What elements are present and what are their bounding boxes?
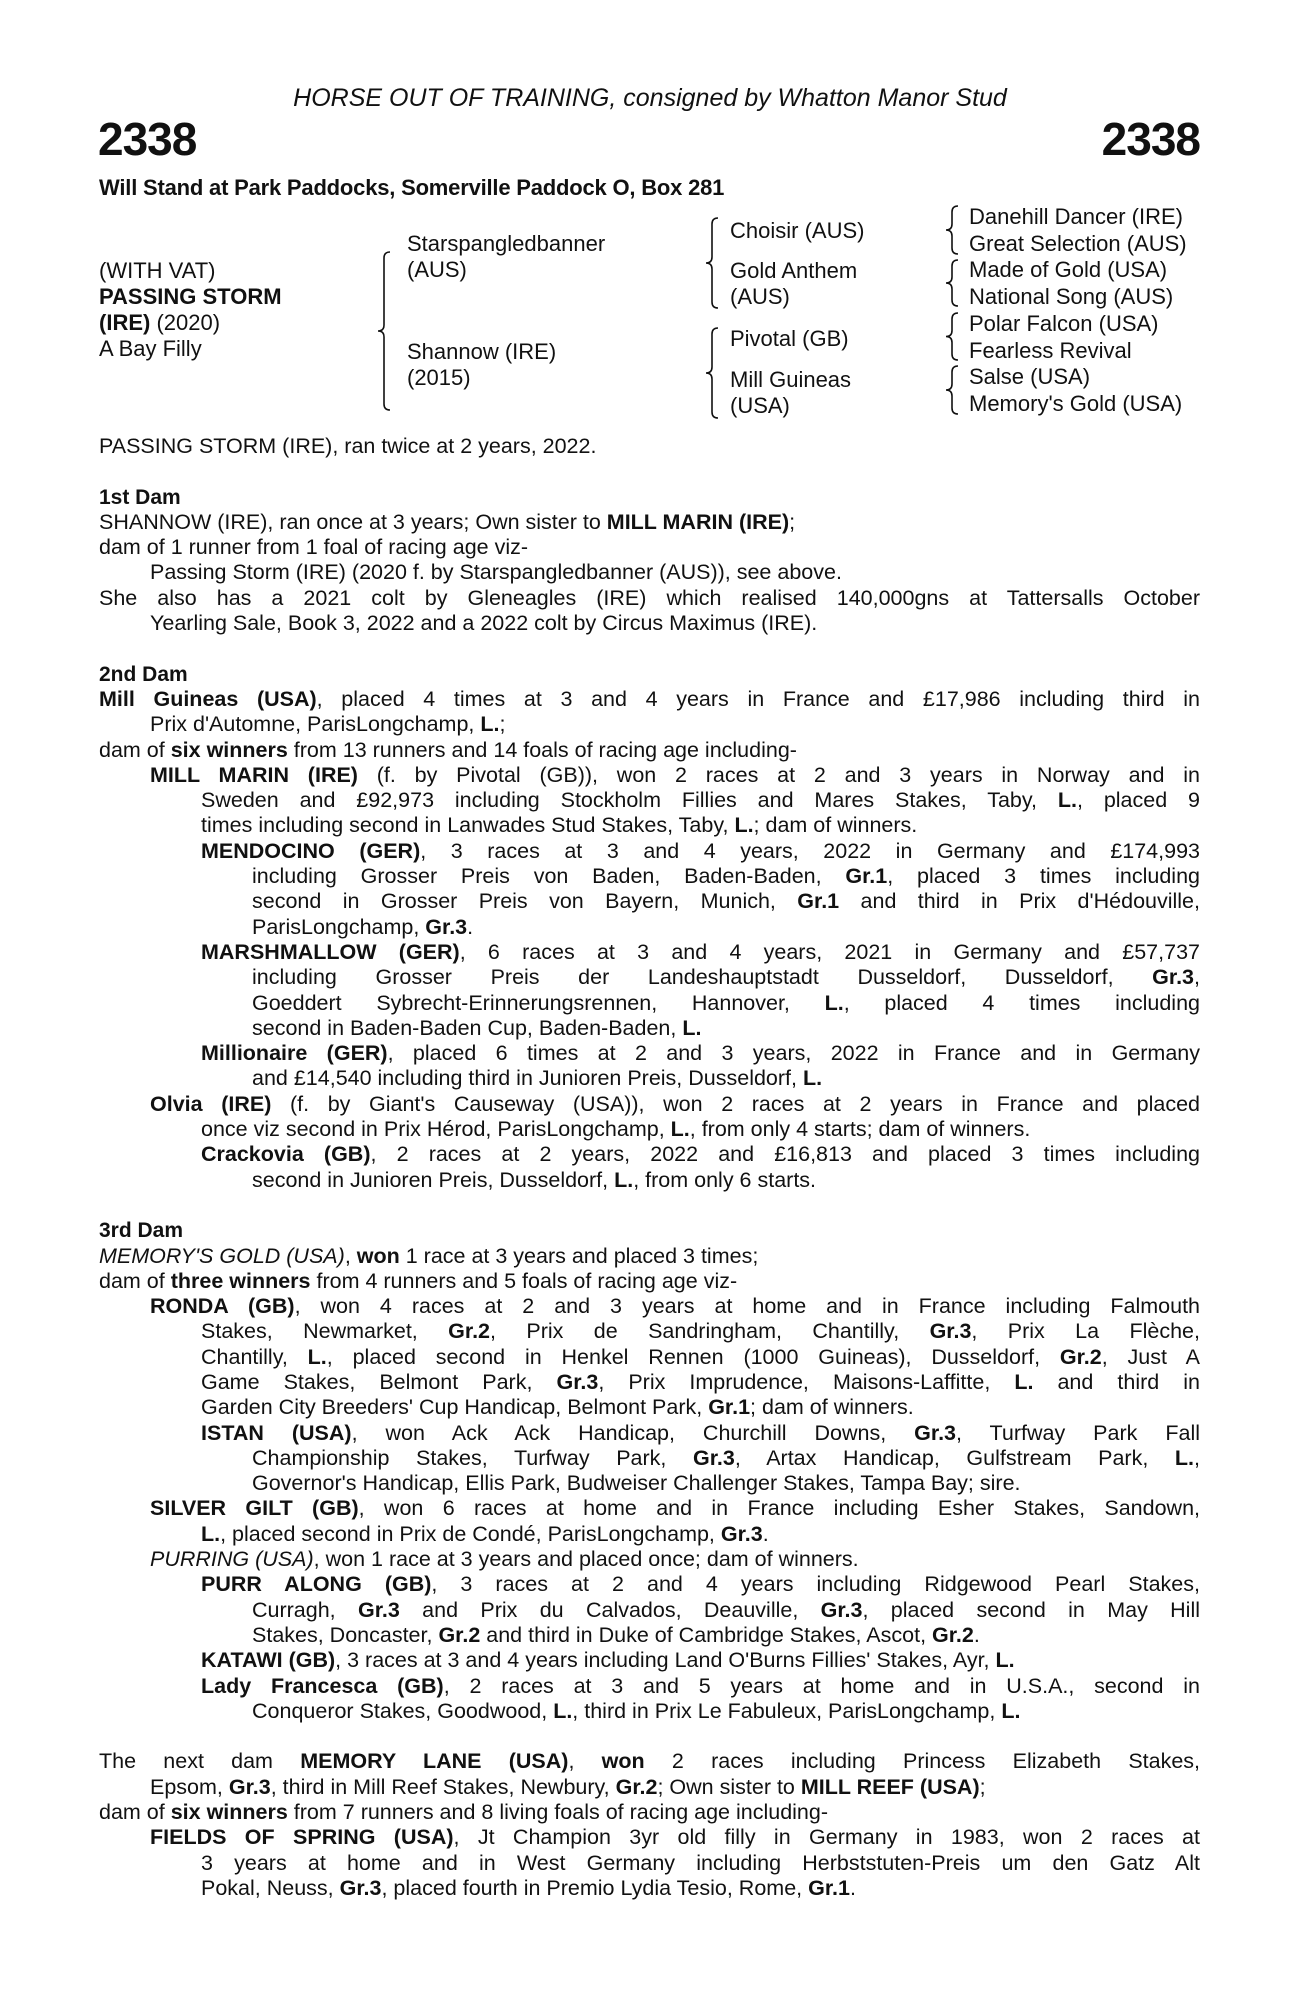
bold-text: six winners (170, 737, 288, 762)
bold-text: Crackovia (GB) (201, 1142, 371, 1167)
text: , placed 4 times at 3 and 4 years in France and £17,986 including third in (316, 686, 1200, 711)
text: , Just A (1101, 1344, 1200, 1369)
bold-text: Gr.1 (708, 1395, 751, 1420)
bold-text: L. (734, 813, 754, 838)
text: , third in Mill Reef Stakes, Newbury, (270, 1774, 616, 1799)
text: Prix d'Automne, ParisLongchamp, (150, 712, 481, 737)
record-paragraph (99, 586, 1200, 637)
text: and third in Duke of Cambridge Stakes, Ascot, (480, 1622, 933, 1647)
record-line (252, 864, 1200, 889)
record-paragraph (99, 1142, 1200, 1193)
record-paragraph (99, 1800, 1200, 1825)
text: dam of 1 runner from 1 foal of racing age viz- (99, 535, 529, 560)
text: including Grosser Preis der Landeshauptstadt Dusseldorf, Dusseldorf, (252, 965, 1153, 990)
text: , Jt Champion 3yr old filly in Germany in 1983, won 2 races at (453, 1825, 1200, 1850)
brace-ggp-1 (946, 206, 958, 254)
text: Stakes, Doncaster, (252, 1622, 439, 1647)
ggp-5: Polar Falcon (USA) (969, 310, 1159, 336)
record-paragraph (99, 434, 1200, 459)
record-paragraph (99, 1244, 1200, 1269)
section-next-dam (99, 1749, 1200, 1901)
text: from 4 runners and 5 foals of racing age viz- (310, 1268, 738, 1293)
text: second in Baden-Baden Cup, Baden-Baden, (252, 1015, 683, 1040)
text: , 3 races at 3 and 4 years including Land O'Burns Fillies' Stakes, Ayr, (335, 1648, 996, 1673)
record-paragraph (99, 1092, 1200, 1143)
text: ; (979, 1774, 986, 1799)
record-line (201, 813, 1200, 838)
bold-text: MILL MARIN (IRE) (150, 762, 358, 787)
record-line (252, 1623, 1200, 1648)
brace-parents (378, 252, 390, 410)
text: , placed second in Henkel Rennen (1000 Guineas), Dusseldorf, (326, 1344, 1060, 1369)
record-paragraph (99, 940, 1200, 1041)
bold-text: L. (682, 1015, 702, 1040)
bold-text: L. (614, 1167, 634, 1192)
record-line (201, 1522, 1200, 1547)
dam-year: (2015) (407, 365, 471, 390)
text: , 3 races at 3 and 4 years, 2022 in Germany and £174,993 (420, 838, 1200, 863)
bold-text: ISTAN (USA) (201, 1420, 352, 1445)
bold-text: L. (1001, 1698, 1021, 1723)
record-line (252, 1168, 1200, 1193)
text: , 6 races at 3 and 4 years, 2021 in Germany and £57,737 (459, 939, 1200, 964)
record-line (99, 1269, 1200, 1294)
text: dam of (99, 1800, 171, 1825)
record-line (201, 1041, 1200, 1066)
text: and third in Prix d'Hédouville, (839, 889, 1200, 914)
sire-sire: Choisir (AUS) (730, 218, 865, 243)
bold-text: won (356, 1243, 400, 1268)
bold-text: MILL REEF (USA) (800, 1774, 980, 1799)
bold-text: three winners (170, 1268, 311, 1293)
bold-text: L. (553, 1698, 573, 1723)
record-line (150, 1775, 1200, 1800)
text: ParisLongchamp, (252, 914, 426, 939)
bold-text: Gr.3 (425, 914, 468, 939)
bold-text: Gr.2 (1059, 1344, 1102, 1369)
sire-dam-name: Gold Anthem (730, 258, 858, 283)
record-line (99, 738, 1200, 763)
bold-text: L. (670, 1117, 690, 1142)
record-line (201, 940, 1200, 965)
bold-text: MEMORY LANE (USA) (300, 1749, 569, 1774)
text: , placed 6 times at 2 and 3 years, 2022 in France and in Germany (387, 1041, 1200, 1066)
record-line (252, 1446, 1200, 1471)
bold-text: six winners (170, 1800, 288, 1825)
record-line (201, 1876, 1200, 1901)
text: dam of (99, 1268, 171, 1293)
section-heading: 3rd Dam (99, 1219, 184, 1243)
text: , placed 9 (1076, 788, 1201, 813)
bold-text: Gr.3 (720, 1521, 763, 1546)
bold-text: PURR ALONG (GB) (201, 1572, 432, 1597)
bold-text: Gr.3 (228, 1774, 271, 1799)
vat-status: (WITH VAT) (99, 258, 216, 283)
text: ; dam of winners. (750, 1395, 914, 1420)
text: , won 6 races at home and in France including Esher Stakes, Sandown, (358, 1496, 1200, 1521)
text: Pokal, Neuss, (201, 1875, 340, 1900)
record-line (201, 788, 1200, 813)
text: , (1194, 1445, 1200, 1470)
record-paragraph (99, 1269, 1200, 1294)
record-line (99, 1749, 1200, 1774)
text: (f. by Pivotal (GB)), won 2 races at 2 and 3 years in Norway and in (357, 762, 1200, 787)
text: , (568, 1749, 602, 1774)
sire-dam-country: (AUS) (730, 284, 790, 309)
text: 2 races including Princess Elizabeth Stakes, (644, 1749, 1201, 1774)
record-line (252, 889, 1200, 914)
bold-text: Gr.3 (357, 1597, 400, 1622)
text: Governor's Handicap, Ellis Park, Budweiser Challenger Stakes, Tampa Bay; sire. (252, 1471, 1021, 1496)
section-heading: 1st Dam (99, 485, 181, 509)
bold-text: L. (1014, 1369, 1034, 1394)
record-paragraph (99, 535, 1200, 560)
dam-dam-country: (USA) (730, 393, 790, 418)
ggp-4: National Song (AUS) (969, 284, 1174, 310)
text: . (762, 1521, 769, 1546)
record-line (201, 1395, 1200, 1420)
record-line (201, 1370, 1200, 1395)
record-line (150, 611, 1200, 636)
ggp-1: Danehill Dancer (IRE) (969, 204, 1183, 229)
text: Curragh, (252, 1597, 358, 1622)
text: . (849, 1875, 856, 1900)
text: second in Grosser Preis von Bayern, Munich, (252, 889, 798, 914)
italic-text: PURRING (USA) (150, 1547, 314, 1572)
text: ; (499, 712, 506, 737)
text: , (1194, 965, 1200, 990)
bold-text: MARSHMALLOW (GER) (201, 939, 460, 964)
text: Passing Storm (IRE) (2020 f. by Starspangledbanner (AUS)), see above. (150, 560, 842, 585)
record-line (201, 839, 1200, 864)
text: 1 race at 3 years and placed 3 times; (399, 1243, 759, 1268)
text: once viz second in Prix Hérod, ParisLongchamp, (201, 1117, 671, 1142)
text: ; dam of winners. (753, 813, 918, 838)
bold-text: Gr.2 (932, 1622, 974, 1647)
bold-text: MENDOCINO (GER) (201, 838, 421, 863)
text: Garden City Breeders' Cup Handicap, Belmont Park, (201, 1395, 709, 1420)
record-paragraph (99, 1041, 1200, 1092)
record-line (252, 1066, 1200, 1091)
stable-location: Will Stand at Park Paddocks, Somerville Paddock O, Box 281 (99, 175, 725, 200)
record-line (201, 1345, 1200, 1370)
record-line (150, 1547, 1200, 1572)
ggp-7: Salse (USA) (969, 364, 1091, 390)
text: , 3 races at 2 and 4 years including Ridgewood Pearl Stakes, (431, 1572, 1200, 1597)
text: Sweden and £92,973 including Stockholm Fillies and Mares Stakes, Taby, (201, 788, 1058, 813)
record-paragraph (99, 560, 1200, 585)
record-paragraph (99, 1547, 1200, 1572)
bold-text: Gr.3 (692, 1445, 735, 1470)
record-paragraph (99, 1572, 1200, 1648)
text: , Prix de Sandringham, Chantilly, (490, 1319, 930, 1344)
lot-number-right: 2338 (1101, 113, 1200, 165)
record-line (150, 1825, 1200, 1850)
bold-text: Gr.1 (808, 1875, 850, 1900)
brace-ggp-2 (946, 260, 958, 306)
bold-text: Gr.2 (615, 1774, 658, 1799)
pedigree-dam (407, 339, 556, 391)
text: , won 4 races at 2 and 3 years at home and in France including Falmouth (294, 1294, 1201, 1319)
record-line (150, 763, 1200, 788)
text: including Grosser Preis von Baden, Baden-Baden, (252, 864, 846, 889)
record-line (201, 1851, 1200, 1876)
text: The next dam (99, 1749, 301, 1774)
text: (f. by Giant's Causeway (USA)), won 2 races at 2 years in France and placed (271, 1091, 1200, 1116)
text: , placed second in May Hill (862, 1597, 1201, 1622)
record-paragraph (99, 1749, 1200, 1800)
section-1st-dam (99, 485, 1200, 637)
consignment-line: HORSE OUT OF TRAINING, consigned by Whatton Manor Stud (293, 84, 1007, 112)
text: Epsom, (150, 1774, 229, 1799)
text: , 2 races at 3 and 5 years at home and in U.S.A., second in (443, 1673, 1200, 1698)
bold-text: SILVER GILT (GB) (150, 1496, 359, 1521)
text: and third in (1033, 1369, 1200, 1394)
text: , Prix La Flèche, (971, 1319, 1200, 1344)
record-line (252, 965, 1200, 990)
brace-ggp-4 (946, 366, 958, 414)
record-line (201, 1142, 1200, 1167)
text: . (973, 1622, 980, 1647)
bold-text: Gr.2 (438, 1622, 481, 1647)
bold-text: Gr.3 (339, 1875, 382, 1900)
horse-name: PASSING STORM (99, 284, 282, 309)
record-line (201, 1319, 1200, 1344)
brace-dam-parents (706, 328, 718, 418)
horse-country: (IRE) (99, 310, 151, 335)
text: 3 years at home and in West Germany including Herbststuten-Preis um den Gatz Alt (201, 1850, 1200, 1875)
brace-ggp-3 (946, 313, 958, 360)
text: from 7 runners and 8 living foals of racing age including- (287, 1800, 828, 1825)
record-line (99, 434, 1200, 459)
text: ; (789, 509, 796, 534)
record-line (201, 1421, 1200, 1446)
bold-text: L. (1174, 1445, 1195, 1470)
text: times including second in Lanwades Stud Stakes, Taby, (201, 813, 735, 838)
text: and Prix du Calvados, Deauville, (399, 1597, 821, 1622)
record-paragraph (99, 1421, 1200, 1497)
text: Yearling Sale, Book 3, 2022 and a 2022 colt by Circus Maximus (IRE). (150, 611, 818, 636)
dam-dam (730, 367, 851, 419)
bold-text: L. (201, 1521, 221, 1546)
text: , Turfway Park Fall (956, 1420, 1200, 1445)
bold-text: KATAWI (GB) (201, 1648, 336, 1673)
record-paragraph (99, 839, 1200, 940)
bold-text: L. (824, 990, 844, 1015)
bold-text: L. (1057, 788, 1077, 813)
text: , won Ack Ack Handicap, Churchill Downs, (351, 1420, 915, 1445)
bold-text: Gr.3 (914, 1420, 957, 1445)
bold-text: Gr.3 (556, 1369, 599, 1394)
dam-sire: Pivotal (GB) (730, 326, 849, 351)
text: , 2 races at 2 years, 2022 and £16,813 and placed 3 times including (370, 1142, 1200, 1167)
italic-text: MEMORY'S GOLD (USA) (99, 1243, 345, 1268)
record-paragraph (99, 1825, 1200, 1901)
bold-text: Millionaire (GER) (201, 1041, 388, 1066)
pedigree-sire (407, 231, 605, 283)
text: , from only 6 starts. (633, 1167, 817, 1192)
bold-text: Gr.1 (845, 864, 888, 889)
record-line (150, 1496, 1200, 1521)
bold-text: Olvia (IRE) (150, 1091, 272, 1116)
record-line (150, 712, 1200, 737)
bold-text: L. (802, 1066, 823, 1091)
section-2nd-dam (99, 662, 1200, 1193)
dam-name: Shannow (IRE) (407, 339, 557, 364)
bold-text: L. (480, 712, 500, 737)
text: Game Stakes, Belmont Park, (201, 1369, 557, 1394)
bold-text: won (601, 1749, 645, 1774)
record-line (201, 1648, 1200, 1673)
sire-dam (730, 258, 857, 310)
text: , won 1 race at 3 years and placed once; dam of winners. (313, 1547, 859, 1572)
record-line (99, 1244, 1200, 1269)
section-3rd-dam (99, 1218, 1200, 1724)
sire-country: (AUS) (407, 257, 467, 282)
record-paragraph (99, 1674, 1200, 1725)
bold-text: FIELDS OF SPRING (USA) (150, 1825, 454, 1850)
ggp-2: Great Selection (AUS) (969, 230, 1187, 256)
record-paragraph (99, 687, 1200, 738)
record-line (201, 1572, 1200, 1597)
bold-text: Gr.3 (929, 1319, 972, 1344)
text: Championship Stakes, Turfway Park, (252, 1445, 693, 1470)
dam-dam-name: Mill Guineas (730, 367, 852, 392)
bold-text: Mill Guineas (USA) (99, 686, 317, 711)
record-line (201, 1117, 1200, 1142)
produce-record (99, 434, 1200, 1901)
text: , placed 4 times including (843, 990, 1200, 1015)
bold-text: Gr.3 (820, 1597, 863, 1622)
sire-name: Starspangledbanner (407, 231, 606, 256)
record-line (252, 1471, 1200, 1496)
bold-text: Gr.1 (797, 889, 840, 914)
record-paragraph (99, 1294, 1200, 1420)
record-line (252, 1699, 1200, 1724)
brace-sire-parents (706, 218, 718, 308)
text: , placed 3 times including (887, 864, 1200, 889)
text: , placed fourth in Premio Lydia Tesio, Rome, (381, 1875, 809, 1900)
record-paragraph (99, 738, 1200, 763)
horse-year: (2020) (156, 310, 221, 335)
ggp-3: Made of Gold (USA) (969, 257, 1168, 283)
text: Stakes, Newmarket, (201, 1319, 449, 1344)
text: , Artax Handicap, Gulfstream Park, (734, 1445, 1175, 1470)
record-line (150, 1092, 1200, 1117)
record-line (99, 687, 1200, 712)
record-paragraph (99, 510, 1200, 535)
record-line (252, 1016, 1200, 1041)
record-paragraph (99, 1496, 1200, 1547)
text: Chantilly, (201, 1344, 308, 1369)
text: and £14,540 including third in Junioren Preis, Dusseldorf, (252, 1066, 803, 1091)
text: dam of (99, 737, 171, 762)
text: , (344, 1243, 357, 1268)
great-grandparents (969, 204, 1187, 418)
record-line (99, 586, 1200, 611)
bold-text: Gr.3 (1152, 965, 1195, 990)
text: , placed second in Prix de Condé, ParisLongchamp, (220, 1521, 721, 1546)
bold-text: L. (307, 1344, 327, 1369)
record-paragraph (99, 763, 1200, 839)
record-line (201, 1674, 1200, 1699)
text: , from only 4 starts; dam of winners. (689, 1117, 1031, 1142)
bold-text: MILL MARIN (IRE) (606, 509, 790, 534)
record-paragraph (99, 1648, 1200, 1673)
bold-text: L. (995, 1648, 1015, 1673)
bold-text: Lady Francesca (GB) (201, 1673, 444, 1698)
section-heading: 2nd Dam (99, 662, 188, 686)
text: Goeddert Sybrecht-Erinnerungsrennen, Hannover, (252, 990, 825, 1015)
bold-text: Gr.2 (448, 1319, 491, 1344)
text: ; Own sister to (657, 1774, 801, 1799)
text: , third in Prix Le Fabuleux, ParisLongchamp, (572, 1698, 1002, 1723)
ggp-8: Memory's Gold (USA) (969, 390, 1183, 416)
text: Conqueror Stakes, Goodwood, (252, 1698, 554, 1723)
text: second in Junioren Preis, Dusseldorf, (252, 1167, 615, 1192)
record-line (99, 535, 1200, 560)
record-line (252, 991, 1200, 1016)
ggp-6: Fearless Revival (969, 337, 1132, 363)
text: SHANNOW (IRE), ran once at 3 years; Own sister to (99, 509, 607, 534)
record-line (99, 1800, 1200, 1825)
record-line (252, 915, 1200, 940)
record-line (150, 1294, 1200, 1319)
text: , Prix Imprudence, Maisons-Laffitte, (598, 1369, 1015, 1394)
text: . (467, 914, 474, 939)
text: from 13 runners and 14 foals of racing age including- (287, 737, 797, 762)
horse-description: A Bay Filly (99, 336, 202, 361)
record-line (252, 1598, 1200, 1623)
lot-number-left: 2338 (98, 113, 197, 165)
text: PASSING STORM (IRE), ran twice at 2 years, 2022. (99, 434, 597, 458)
record-line (99, 510, 1200, 535)
bold-text: RONDA (GB) (150, 1294, 295, 1319)
record-line (150, 560, 1200, 585)
text: She also has a 2021 colt by Gleneagles (IRE) which realised 140,000gns at Tattersalls October (99, 585, 1200, 610)
pedigree-subject (99, 258, 282, 362)
section-summary (99, 434, 1200, 459)
